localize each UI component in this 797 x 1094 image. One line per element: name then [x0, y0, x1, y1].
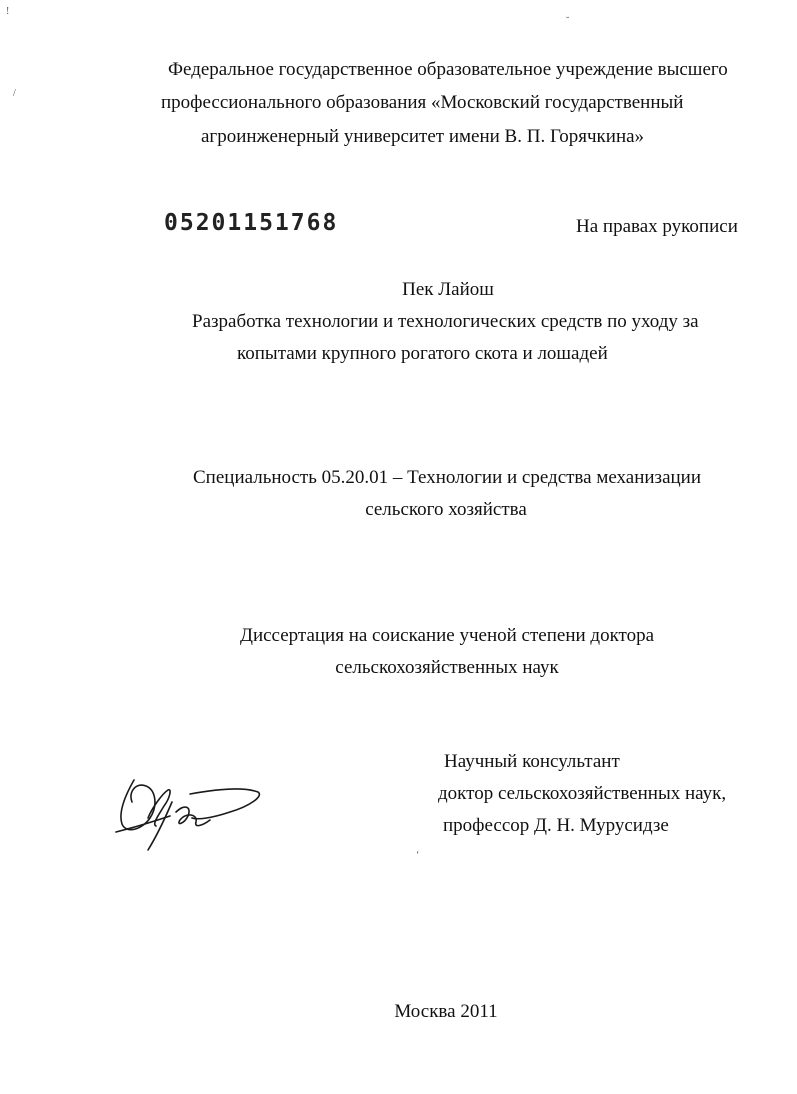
consultant-degree: доктор сельскохозяйственных наук, [438, 783, 727, 804]
title-line-2: копытами крупного рогатого скота и лошадей [237, 343, 608, 364]
degree-line-2: сельскохозяйственных наук [335, 657, 559, 678]
specialty-line-2: сельского хозяйства [365, 499, 527, 520]
specialty-line-1: Специальность 05.20.01 – Технологии и средства механизации [193, 467, 701, 488]
degree-line-1: Диссертация на соискание ученой степени доктора [240, 625, 655, 646]
place-and-year: Москва 2011 [394, 1001, 498, 1022]
scan-speck: ˘ [566, 16, 570, 27]
institution-line-1: Федеральное государственное образовательное учреждение высшего [168, 59, 728, 80]
institution-line-2: профессионального образования «Московский государственный [161, 92, 684, 113]
title-line-1: Разработка технологии и технологических средств по уходу за [192, 311, 699, 332]
scan-speck: ‘ [416, 850, 420, 861]
consultant-name: профессор Д. Н. Мурусидзе [443, 815, 669, 836]
scan-speck: ! [6, 6, 10, 17]
author-name: Пек Лайош [402, 279, 494, 300]
handwritten-signature [112, 772, 264, 854]
registration-number: 05201151768 [164, 210, 339, 236]
scan-speck: / [13, 88, 16, 99]
manuscript-note: На правах рукописи [576, 216, 738, 237]
institution-line-3: агроинженерный университет имени В. П. Горячкина» [201, 126, 645, 147]
consultant-role: Научный консультант [444, 751, 620, 772]
